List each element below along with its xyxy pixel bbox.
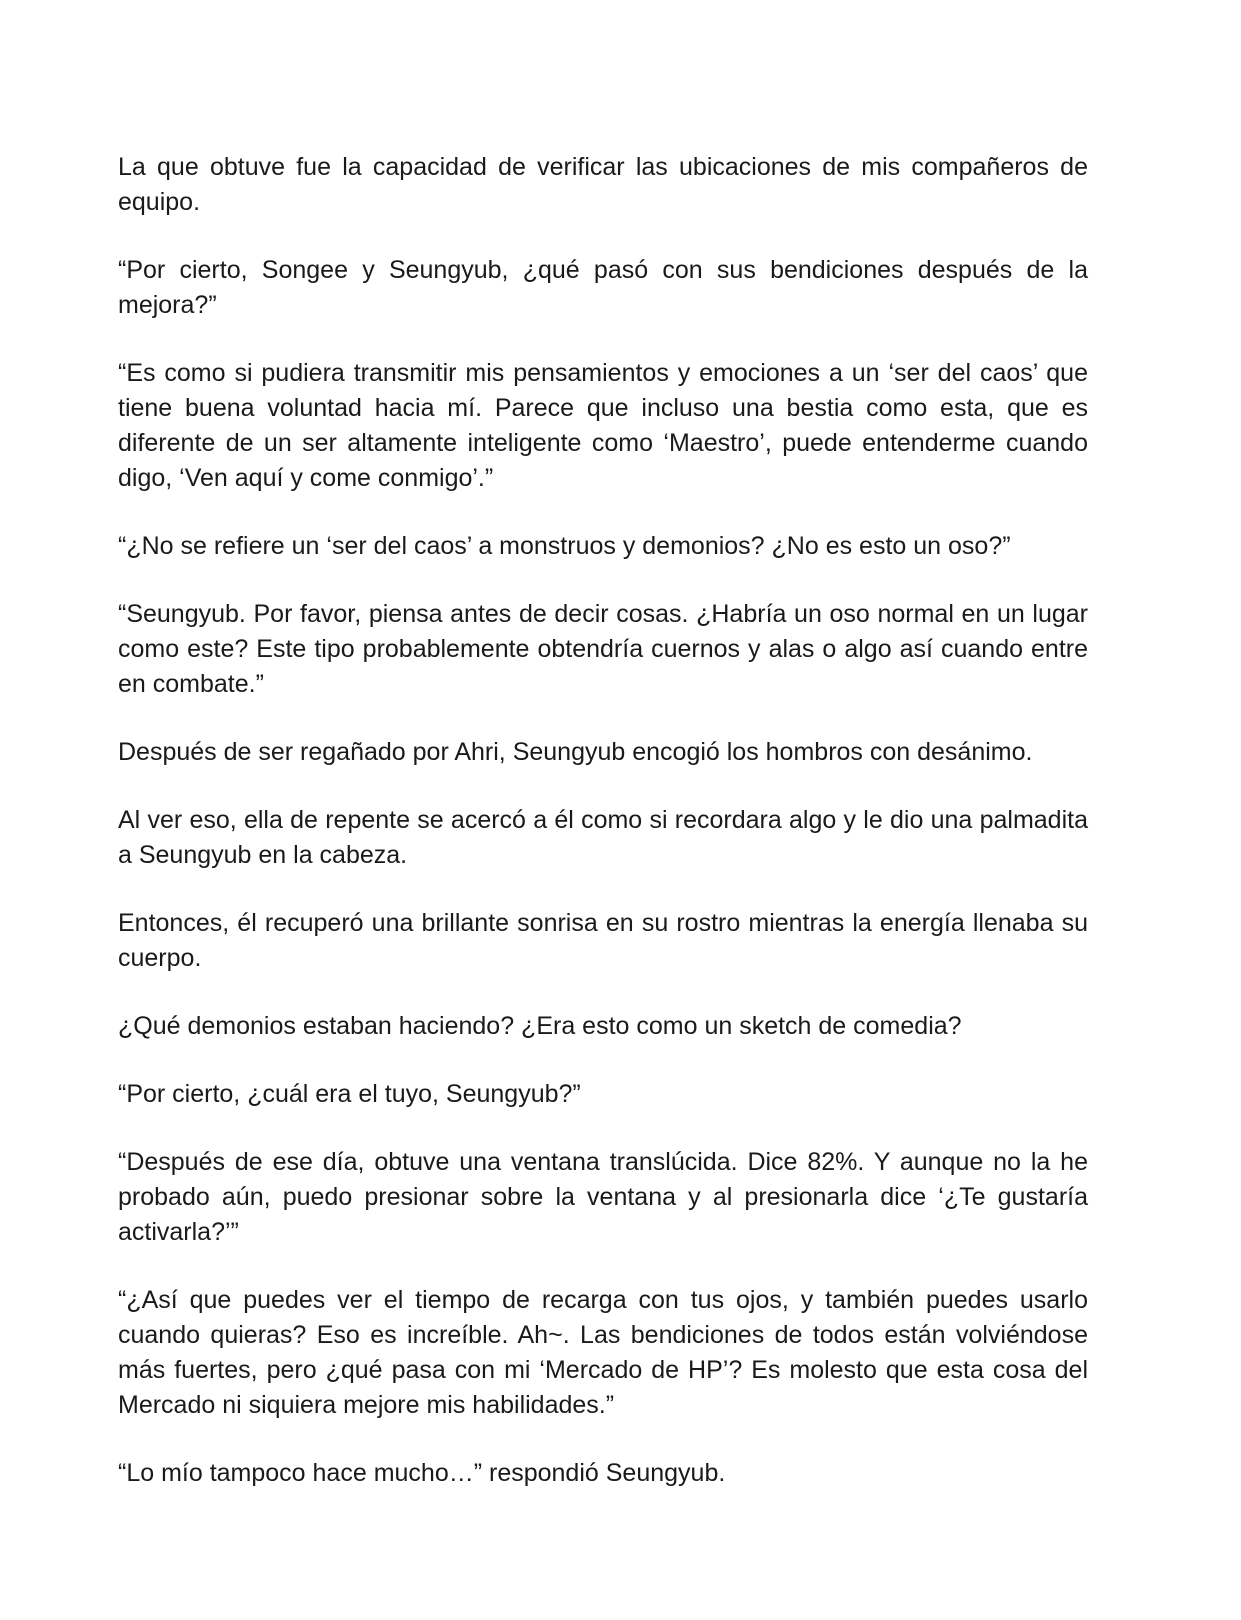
paragraph: “Es como si pudiera transmitir mis pensamientos y emociones a un ‘ser del caos’ que tiene buena voluntad hacia mí. Parece que incluso una bestia como esta, que es diferente de un ser altamente inteligente como ‘Maestro’, puede entenderme cuando digo, ‘Ven aquí y come conmigo’.” (118, 359, 1088, 492)
paragraph: “¿No se refiere un ‘ser del caos’ a monstruos y demonios? ¿No es esto un oso?” (118, 532, 1011, 560)
paragraph: “Por cierto, Songee y Seungyub, ¿qué pasó con sus bendiciones después de la mejora?” (118, 256, 1088, 319)
paragraph: “Seungyub. Por favor, piensa antes de decir cosas. ¿Habría un oso normal en un lugar como este? Este tipo probablemente obtendría cuernos y alas o algo así cuando entre en combate.” (118, 600, 1088, 698)
paragraph: “Lo mío tampoco hace mucho…” respondió Seungyub. (118, 1459, 726, 1487)
paragraph: “¿Así que puedes ver el tiempo de recarga con tus ojos, y también puedes usarlo cuando quieras? Eso es increíble. Ah~. Las bendiciones de todos están volviéndose más fuertes, pero ¿qué pasa con mi ‘Mercado de HP’? Es molesto que esta cosa del Mercado ni siquiera mejore mis habilidades.” (118, 1286, 1088, 1419)
paragraph: ¿Qué demonios estaban haciendo? ¿Era esto como un sketch de comedia? (118, 1012, 962, 1040)
paragraph: “Por cierto, ¿cuál era el tuyo, Seungyub?” (118, 1080, 581, 1108)
document-body (118, 150, 1088, 1491)
paragraph: La que obtuve fue la capacidad de verificar las ubicaciones de mis compañeros de equipo. (118, 153, 1088, 216)
paragraph: Entonces, él recuperó una brillante sonrisa en su rostro mientras la energía llenaba su cuerpo. (118, 909, 1088, 972)
paragraph: Al ver eso, ella de repente se acercó a él como si recordara algo y le dio una palmadita a Seungyub en la cabeza. (118, 806, 1088, 869)
paragraph: Después de ser regañado por Ahri, Seungyub encogió los hombros con desánimo. (118, 738, 1033, 766)
paragraph: “Después de ese día, obtuve una ventana translúcida. Dice 82%. Y aunque no la he probado aún, puedo presionar sobre la ventana y al presionarla dice ‘¿Te gustaría activarla?’” (118, 1148, 1088, 1246)
